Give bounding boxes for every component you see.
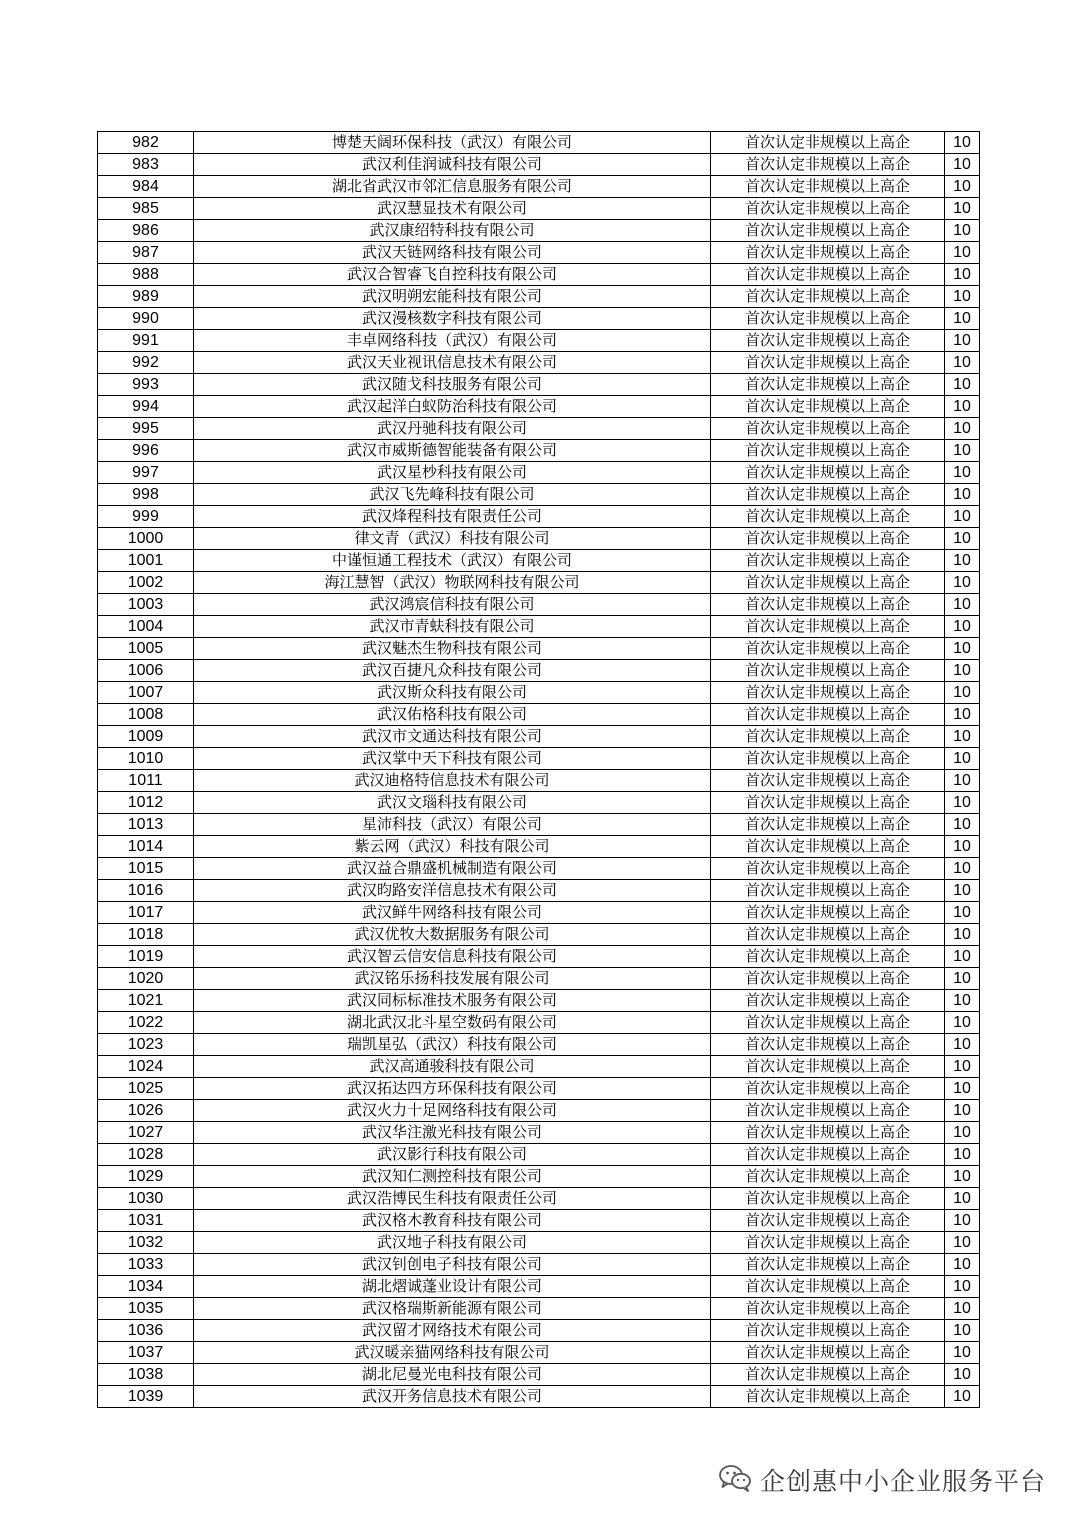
amount: 10 (945, 1012, 980, 1034)
table-row (98, 682, 980, 704)
certification-type: 首次认定非规模以上高企 (711, 396, 945, 418)
amount: 10 (945, 990, 980, 1012)
certification-type: 首次认定非规模以上高企 (711, 638, 945, 660)
company-name: 武汉高通骏科技有限公司 (194, 1056, 711, 1078)
table-row (98, 638, 980, 660)
row-number: 1035 (98, 1298, 194, 1320)
amount: 10 (945, 946, 980, 968)
certification-type: 首次认定非规模以上高企 (711, 1144, 945, 1166)
company-name: 武汉天链网络科技有限公司 (194, 242, 711, 264)
table-row (98, 946, 980, 968)
table-row (98, 528, 980, 550)
company-name: 武汉飞先峰科技有限公司 (194, 484, 711, 506)
table-row (98, 792, 980, 814)
certification-type: 首次认定非规模以上高企 (711, 374, 945, 396)
certification-type: 首次认定非规模以上高企 (711, 1056, 945, 1078)
certification-type: 首次认定非规模以上高企 (711, 1232, 945, 1254)
table-body (98, 132, 980, 1408)
company-name: 武汉天业视讯信息技术有限公司 (194, 352, 711, 374)
certification-type: 首次认定非规模以上高企 (711, 1342, 945, 1364)
table-row (98, 660, 980, 682)
row-number: 986 (98, 220, 194, 242)
company-name: 博楚天阔环保科技（武汉）有限公司 (194, 132, 711, 154)
amount: 10 (945, 770, 980, 792)
company-name: 武汉迪格特信息技术有限公司 (194, 770, 711, 792)
table-row (98, 1012, 980, 1034)
table-row (98, 616, 980, 638)
certification-type: 首次认定非规模以上高企 (711, 1034, 945, 1056)
company-name: 武汉丹驰科技有限公司 (194, 418, 711, 440)
certification-type: 首次认定非规模以上高企 (711, 1320, 945, 1342)
certification-type: 首次认定非规模以上高企 (711, 418, 945, 440)
row-number: 1021 (98, 990, 194, 1012)
amount: 10 (945, 594, 980, 616)
row-number: 984 (98, 176, 194, 198)
certification-type: 首次认定非规模以上高企 (711, 814, 945, 836)
table-row (98, 1100, 980, 1122)
amount: 10 (945, 726, 980, 748)
amount: 10 (945, 1298, 980, 1320)
row-number: 1032 (98, 1232, 194, 1254)
certification-type: 首次认定非规模以上高企 (711, 220, 945, 242)
amount: 10 (945, 792, 980, 814)
amount: 10 (945, 1122, 980, 1144)
row-number: 1013 (98, 814, 194, 836)
certification-type: 首次认定非规模以上高企 (711, 1364, 945, 1386)
certification-type: 首次认定非规模以上高企 (711, 946, 945, 968)
amount: 10 (945, 704, 980, 726)
row-number: 991 (98, 330, 194, 352)
company-name: 湖北武汉北斗星空数码有限公司 (194, 1012, 711, 1034)
table-row (98, 1056, 980, 1078)
certification-type: 首次认定非规模以上高企 (711, 528, 945, 550)
row-number: 982 (98, 132, 194, 154)
company-name: 武汉烽程科技有限责任公司 (194, 506, 711, 528)
row-number: 1017 (98, 902, 194, 924)
row-number: 997 (98, 462, 194, 484)
row-number: 1004 (98, 616, 194, 638)
certification-type: 首次认定非规模以上高企 (711, 1122, 945, 1144)
table-row (98, 242, 980, 264)
amount: 10 (945, 638, 980, 660)
wechat-icon (718, 1463, 752, 1497)
company-name: 武汉拓达四方环保科技有限公司 (194, 1078, 711, 1100)
certification-type: 首次认定非规模以上高企 (711, 1210, 945, 1232)
amount: 10 (945, 968, 980, 990)
certification-type: 首次认定非规模以上高企 (711, 880, 945, 902)
table-row (98, 1232, 980, 1254)
company-name: 武汉鲜牛网络科技有限公司 (194, 902, 711, 924)
company-name: 律文青（武汉）科技有限公司 (194, 528, 711, 550)
company-name: 武汉浩博民生科技有限责任公司 (194, 1188, 711, 1210)
company-name: 武汉优牧大数据服务有限公司 (194, 924, 711, 946)
company-name: 武汉慧显技术有限公司 (194, 198, 711, 220)
company-name: 武汉明朔宏能科技有限公司 (194, 286, 711, 308)
table-row (98, 968, 980, 990)
table-row (98, 550, 980, 572)
certification-type: 首次认定非规模以上高企 (711, 1078, 945, 1100)
amount: 10 (945, 1056, 980, 1078)
company-name: 武汉留才网络技术有限公司 (194, 1320, 711, 1342)
company-name: 瑞凯星弘（武汉）科技有限公司 (194, 1034, 711, 1056)
row-number: 1033 (98, 1254, 194, 1276)
row-number: 1029 (98, 1166, 194, 1188)
certification-type: 首次认定非规模以上高企 (711, 506, 945, 528)
certification-type: 首次认定非规模以上高企 (711, 308, 945, 330)
table-row (98, 814, 980, 836)
amount: 10 (945, 682, 980, 704)
certification-type: 首次认定非规模以上高企 (711, 330, 945, 352)
certification-type: 首次认定非规模以上高企 (711, 792, 945, 814)
row-number: 1010 (98, 748, 194, 770)
row-number: 996 (98, 440, 194, 462)
table-row (98, 308, 980, 330)
amount: 10 (945, 176, 980, 198)
certification-type: 首次认定非规模以上高企 (711, 726, 945, 748)
row-number: 995 (98, 418, 194, 440)
amount: 10 (945, 748, 980, 770)
company-name: 武汉百捷凡众科技有限公司 (194, 660, 711, 682)
certification-type: 首次认定非规模以上高企 (711, 858, 945, 880)
table-row (98, 374, 980, 396)
amount: 10 (945, 462, 980, 484)
row-number: 1023 (98, 1034, 194, 1056)
table-row (98, 264, 980, 286)
row-number: 988 (98, 264, 194, 286)
company-name: 武汉斯众科技有限公司 (194, 682, 711, 704)
table-row (98, 748, 980, 770)
certification-type: 首次认定非规模以上高企 (711, 462, 945, 484)
amount: 10 (945, 1210, 980, 1232)
amount: 10 (945, 1320, 980, 1342)
certification-type: 首次认定非规模以上高企 (711, 1276, 945, 1298)
company-name: 武汉同标标准技术服务有限公司 (194, 990, 711, 1012)
certification-type: 首次认定非规模以上高企 (711, 682, 945, 704)
company-name: 武汉鸿宸信科技有限公司 (194, 594, 711, 616)
amount: 10 (945, 330, 980, 352)
table-row (98, 704, 980, 726)
table-row (98, 440, 980, 462)
certification-type: 首次认定非规模以上高企 (711, 990, 945, 1012)
table-row (98, 1122, 980, 1144)
amount: 10 (945, 440, 980, 462)
certification-type: 首次认定非规模以上高企 (711, 1254, 945, 1276)
amount: 10 (945, 1144, 980, 1166)
certification-type: 首次认定非规模以上高企 (711, 550, 945, 572)
table-row (98, 220, 980, 242)
row-number: 1011 (98, 770, 194, 792)
table-row (98, 132, 980, 154)
amount: 10 (945, 1100, 980, 1122)
row-number: 1007 (98, 682, 194, 704)
amount: 10 (945, 484, 980, 506)
table-row (98, 352, 980, 374)
certification-type: 首次认定非规模以上高企 (711, 660, 945, 682)
table-row (98, 286, 980, 308)
company-name: 海江慧智（武汉）物联网科技有限公司 (194, 572, 711, 594)
certification-type: 首次认定非规模以上高企 (711, 1012, 945, 1034)
certification-type: 首次认定非规模以上高企 (711, 264, 945, 286)
table-row (98, 330, 980, 352)
company-name: 武汉开务信息技术有限公司 (194, 1386, 711, 1408)
table-row (98, 462, 980, 484)
amount: 10 (945, 1386, 980, 1408)
amount: 10 (945, 374, 980, 396)
table-row (98, 1188, 980, 1210)
table-row (98, 1364, 980, 1386)
amount: 10 (945, 264, 980, 286)
table-row (98, 1144, 980, 1166)
amount: 10 (945, 242, 980, 264)
certification-type: 首次认定非规模以上高企 (711, 1188, 945, 1210)
certification-type: 首次认定非规模以上高企 (711, 440, 945, 462)
table-row (98, 836, 980, 858)
table-row (98, 418, 980, 440)
company-name: 武汉铭乐扬科技发展有限公司 (194, 968, 711, 990)
table-row (98, 1320, 980, 1342)
row-number: 985 (98, 198, 194, 220)
certification-type: 首次认定非规模以上高企 (711, 242, 945, 264)
amount: 10 (945, 616, 980, 638)
table-row (98, 154, 980, 176)
row-number: 999 (98, 506, 194, 528)
row-number: 1028 (98, 1144, 194, 1166)
row-number: 992 (98, 352, 194, 374)
row-number: 1019 (98, 946, 194, 968)
table-row (98, 902, 980, 924)
company-name: 武汉利佳润诚科技有限公司 (194, 154, 711, 176)
company-name: 湖北熠诚蓬业设计有限公司 (194, 1276, 711, 1298)
row-number: 983 (98, 154, 194, 176)
row-number: 1036 (98, 1320, 194, 1342)
company-name: 武汉康绍特科技有限公司 (194, 220, 711, 242)
company-name: 武汉起洋白蚁防治科技有限公司 (194, 396, 711, 418)
row-number: 1012 (98, 792, 194, 814)
table-row (98, 1166, 980, 1188)
amount: 10 (945, 132, 980, 154)
amount: 10 (945, 1276, 980, 1298)
company-name: 武汉星杪科技有限公司 (194, 462, 711, 484)
amount: 10 (945, 572, 980, 594)
row-number: 994 (98, 396, 194, 418)
company-name: 武汉市威斯德智能装备有限公司 (194, 440, 711, 462)
row-number: 1002 (98, 572, 194, 594)
amount: 10 (945, 924, 980, 946)
row-number: 1030 (98, 1188, 194, 1210)
table-row (98, 506, 980, 528)
certification-type: 首次认定非规模以上高企 (711, 1386, 945, 1408)
table-row (98, 1298, 980, 1320)
row-number: 1025 (98, 1078, 194, 1100)
certification-type: 首次认定非规模以上高企 (711, 286, 945, 308)
certification-type: 首次认定非规模以上高企 (711, 198, 945, 220)
table-row (98, 396, 980, 418)
watermark-text: 企创惠中小企业服务平台 (759, 1467, 1046, 1496)
company-name: 武汉掌中天下科技有限公司 (194, 748, 711, 770)
table-row (98, 1254, 980, 1276)
row-number: 989 (98, 286, 194, 308)
company-name: 武汉魅杰生物科技有限公司 (194, 638, 711, 660)
certification-type: 首次认定非规模以上高企 (711, 836, 945, 858)
table-row (98, 594, 980, 616)
table-row (98, 1034, 980, 1056)
company-name: 武汉影行科技有限公司 (194, 1144, 711, 1166)
certification-type: 首次认定非规模以上高企 (711, 176, 945, 198)
company-name: 中谨恒通工程技术（武汉）有限公司 (194, 550, 711, 572)
amount: 10 (945, 396, 980, 418)
company-name: 武汉文瑙科技有限公司 (194, 792, 711, 814)
row-number: 987 (98, 242, 194, 264)
certification-type: 首次认定非规模以上高企 (711, 704, 945, 726)
amount: 10 (945, 880, 980, 902)
company-name: 武汉火力十足网络科技有限公司 (194, 1100, 711, 1122)
company-name: 武汉地子科技有限公司 (194, 1232, 711, 1254)
amount: 10 (945, 1254, 980, 1276)
table-row (98, 990, 980, 1012)
amount: 10 (945, 506, 980, 528)
company-name: 武汉暖亲猫网络科技有限公司 (194, 1342, 711, 1364)
company-name: 武汉格瑞斯新能源有限公司 (194, 1298, 711, 1320)
table-row (98, 924, 980, 946)
certification-type: 首次认定非规模以上高企 (711, 1100, 945, 1122)
company-name: 武汉市文通达科技有限公司 (194, 726, 711, 748)
table-row (98, 1210, 980, 1232)
company-name: 武汉佑格科技有限公司 (194, 704, 711, 726)
row-number: 993 (98, 374, 194, 396)
amount: 10 (945, 1166, 980, 1188)
certification-type: 首次认定非规模以上高企 (711, 154, 945, 176)
certification-type: 首次认定非规模以上高企 (711, 902, 945, 924)
table-row (98, 484, 980, 506)
amount: 10 (945, 220, 980, 242)
certification-type: 首次认定非规模以上高企 (711, 352, 945, 374)
certification-type: 首次认定非规模以上高企 (711, 572, 945, 594)
row-number: 1018 (98, 924, 194, 946)
company-name: 湖北省武汉市邻汇信息服务有限公司 (194, 176, 711, 198)
table-row (98, 572, 980, 594)
table-row (98, 1276, 980, 1298)
amount: 10 (945, 1232, 980, 1254)
amount: 10 (945, 286, 980, 308)
amount: 10 (945, 1188, 980, 1210)
row-number: 1020 (98, 968, 194, 990)
row-number: 1037 (98, 1342, 194, 1364)
row-number: 1005 (98, 638, 194, 660)
company-list-table (97, 131, 980, 1408)
table-row (98, 1078, 980, 1100)
amount: 10 (945, 836, 980, 858)
amount: 10 (945, 352, 980, 374)
company-name: 武汉市青蚨科技有限公司 (194, 616, 711, 638)
row-number: 1009 (98, 726, 194, 748)
row-number: 1006 (98, 660, 194, 682)
table-row (98, 176, 980, 198)
certification-type: 首次认定非规模以上高企 (711, 968, 945, 990)
row-number: 1015 (98, 858, 194, 880)
amount: 10 (945, 660, 980, 682)
row-number: 1008 (98, 704, 194, 726)
amount: 10 (945, 902, 980, 924)
certification-type: 首次认定非规模以上高企 (711, 616, 945, 638)
watermark (718, 1460, 1046, 1500)
row-number: 1026 (98, 1100, 194, 1122)
amount: 10 (945, 814, 980, 836)
company-name: 武汉昀路安洋信息技术有限公司 (194, 880, 711, 902)
amount: 10 (945, 308, 980, 330)
amount: 10 (945, 1364, 980, 1386)
amount: 10 (945, 858, 980, 880)
row-number: 990 (98, 308, 194, 330)
certification-type: 首次认定非规模以上高企 (711, 594, 945, 616)
amount: 10 (945, 528, 980, 550)
table-row (98, 858, 980, 880)
amount: 10 (945, 418, 980, 440)
company-name: 武汉知仁测控科技有限公司 (194, 1166, 711, 1188)
company-name: 武汉随戈科技服务有限公司 (194, 374, 711, 396)
company-name: 星沛科技（武汉）有限公司 (194, 814, 711, 836)
table-row (98, 198, 980, 220)
table-row (98, 880, 980, 902)
amount: 10 (945, 198, 980, 220)
table-row (98, 1342, 980, 1364)
row-number: 1014 (98, 836, 194, 858)
certification-type: 首次认定非规模以上高企 (711, 770, 945, 792)
certification-type: 首次认定非规模以上高企 (711, 1166, 945, 1188)
company-name: 丰卓网络科技（武汉）有限公司 (194, 330, 711, 352)
company-name: 湖北尼曼光电科技有限公司 (194, 1364, 711, 1386)
company-name: 武汉智云信安信息科技有限公司 (194, 946, 711, 968)
company-name: 武汉合智睿飞自控科技有限公司 (194, 264, 711, 286)
row-number: 1022 (98, 1012, 194, 1034)
certification-type: 首次认定非规模以上高企 (711, 132, 945, 154)
row-number: 1039 (98, 1386, 194, 1408)
row-number: 1016 (98, 880, 194, 902)
amount: 10 (945, 1034, 980, 1056)
company-name: 紫云网（武汉）科技有限公司 (194, 836, 711, 858)
company-name: 武汉格木教育科技有限公司 (194, 1210, 711, 1232)
row-number: 1038 (98, 1364, 194, 1386)
certification-type: 首次认定非规模以上高企 (711, 1298, 945, 1320)
row-number: 1003 (98, 594, 194, 616)
row-number: 998 (98, 484, 194, 506)
table-row (98, 726, 980, 748)
row-number: 1027 (98, 1122, 194, 1144)
row-number: 1000 (98, 528, 194, 550)
amount: 10 (945, 550, 980, 572)
table-row (98, 770, 980, 792)
certification-type: 首次认定非规模以上高企 (711, 748, 945, 770)
table-row (98, 1386, 980, 1408)
company-name: 武汉华注激光科技有限公司 (194, 1122, 711, 1144)
amount: 10 (945, 1078, 980, 1100)
certification-type: 首次认定非规模以上高企 (711, 484, 945, 506)
certification-type: 首次认定非规模以上高企 (711, 924, 945, 946)
row-number: 1034 (98, 1276, 194, 1298)
amount: 10 (945, 1342, 980, 1364)
company-name: 武汉益合鼎盛机械制造有限公司 (194, 858, 711, 880)
row-number: 1001 (98, 550, 194, 572)
company-name: 武汉漫核数字科技有限公司 (194, 308, 711, 330)
amount: 10 (945, 154, 980, 176)
row-number: 1031 (98, 1210, 194, 1232)
company-name: 武汉钊创电子科技有限公司 (194, 1254, 711, 1276)
row-number: 1024 (98, 1056, 194, 1078)
